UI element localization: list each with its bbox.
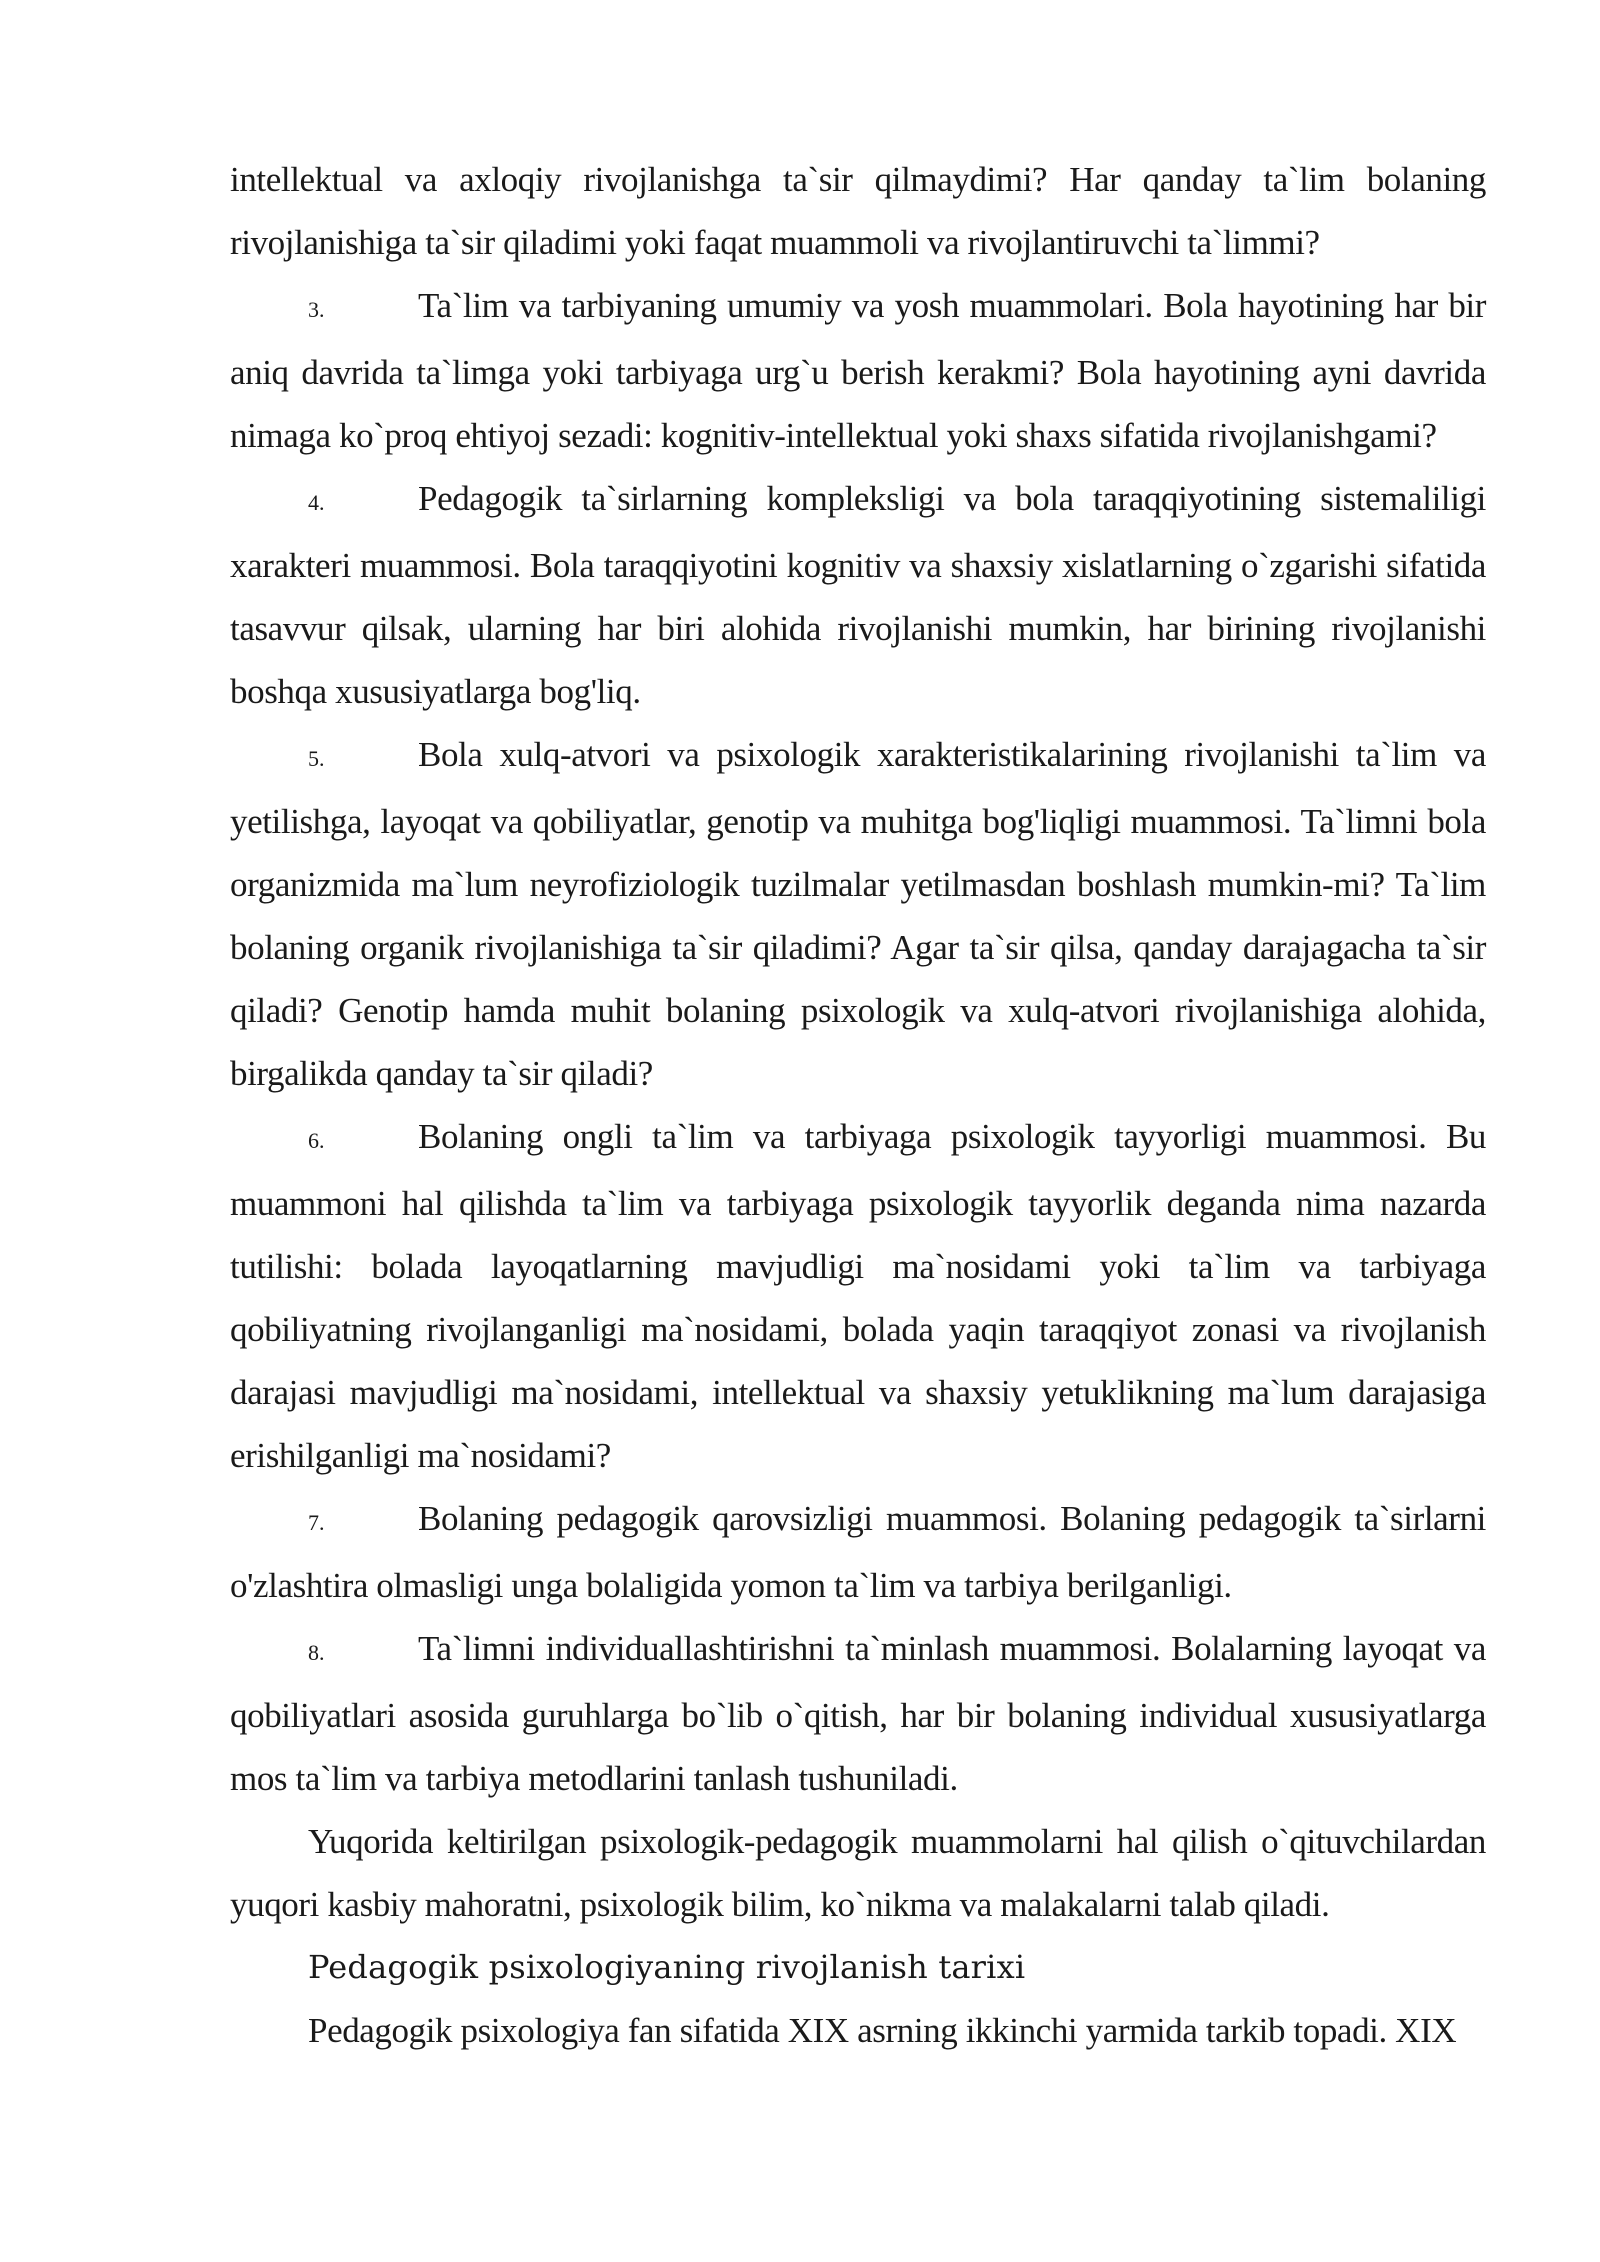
section-paragraph: Pedagogik psixologiya fan sifatida XIX asrning ikkinchi yarmida tarkib topadi. XIX [308, 2011, 1457, 2050]
list-item-text: Bola xulq-atvori va psixologik xarakteristikalarining rivojlanishi ta`lim va yetilishga, layoqat va qobiliyatlar, genotip va muhitga bog'liqligi muammosi. Ta`limni bola organizmida ma`lum neyrofiziologik tuzilmalar yetilmasdan boshlash mumkin-mi? Ta`lim bolaning organik rivojlanishiga ta`sir qiladimi? Agar ta`sir qilsa, qanday darajagacha ta`sir qiladi? Genotip hamda muhit bolaning psixologik va xulq-atvori rivojlanishiga alohida, birgalikda qanday ta`sir qiladi? [230, 735, 1486, 1093]
list-item-7 [230, 1487, 1486, 1617]
section-heading: Pedagogik psixologiyaning rivojlanish tarixi [308, 1948, 1026, 1986]
list-item-text: Bolaning pedagogik qarovsizligi muammosi. Bolaning pedagogik ta`sirlarni o'zlashtira olmasligi unga bolaligida yomon ta`lim va tarbiya berilganligi. [230, 1499, 1486, 1605]
list-item-4 [230, 467, 1486, 723]
list-number: 3. [308, 297, 325, 322]
list-item-3 [230, 274, 1486, 467]
list-item-6 [230, 1105, 1486, 1487]
list-number: 6. [308, 1128, 325, 1153]
list-item-8 [230, 1617, 1486, 1810]
intro-paragraph: intellektual va axloqiy rivojlanishga ta`sir qilmaydimi? Har qanday ta`lim bolaning rivojlanishiga ta`sir qiladimi yoki faqat muammoli va rivojlantiruvchi ta`limmi? [230, 160, 1486, 262]
list-item-text: Bolaning ongli ta`lim va tarbiyaga psixologik tayyorligi muammosi. Bu muammoni hal qilishda ta`lim va tarbiyaga psixologik tayyorlik deganda nima nazarda tutilishi: bolada layoqatlarning mavjudligi ma`nosidami yoki ta`lim va tarbiyaga qobiliyatning rivojlanganligi ma`nosidami, bolada yaqin taraqqiyot zonasi va rivojlanish darajasi mavjudligi ma`nosidami, intellektual va shaxsiy yetuklikning ma`lum darajasiga erishilganligi ma`nosidami? [230, 1117, 1486, 1475]
list-number: 5. [308, 746, 325, 771]
list-number: 7. [308, 1510, 325, 1535]
list-number: 4. [308, 490, 325, 515]
list-item-text: Pedagogik ta`sirlarning kompleksligi va bola taraqqiyotining sistemaliligi xarakteri muammosi. Bola taraqqiyotini kognitiv va shaxsiy xislatlarning o`zgarishi sifatida tasavvur qilsak, ularning har biri alohida rivojlanishi mumkin, har birining rivojlanishi boshqa xususiyatlarga bog'liq. [230, 479, 1486, 711]
summary-paragraph: Yuqorida keltirilgan psixologik-pedagogik muammolarni hal qilish o`qituvchilardan yuqori kasbiy mahoratni, psixologik bilim, ko`nikma va malakalarni talab qiladi. [230, 1822, 1486, 1924]
list-number: 8. [308, 1640, 325, 1665]
list-item-5 [230, 723, 1486, 1105]
list-item-text: Ta`limni individuallashtirishni ta`minlash muammosi. Bolalarning layoqat va qobiliyatlari asosida guruhlarga bo`lib o`qitish, har bir bolaning individual xususiyatlarga mos ta`lim va tarbiya metodlarini tanlash tushuniladi. [230, 1629, 1486, 1798]
list-item-text: Ta`lim va tarbiyaning umumiy va yosh muammolari. Bola hayotining har bir aniq davrida ta`limga yoki tarbiyaga urg`u berish kerakmi? Bola hayotining ayni davrida nimaga ko`proq ehtiyoj sezadi: kognitiv-intellektual yoki shaxs sifatida rivojlanishgami? [230, 286, 1486, 455]
document-page [230, 148, 1486, 2062]
